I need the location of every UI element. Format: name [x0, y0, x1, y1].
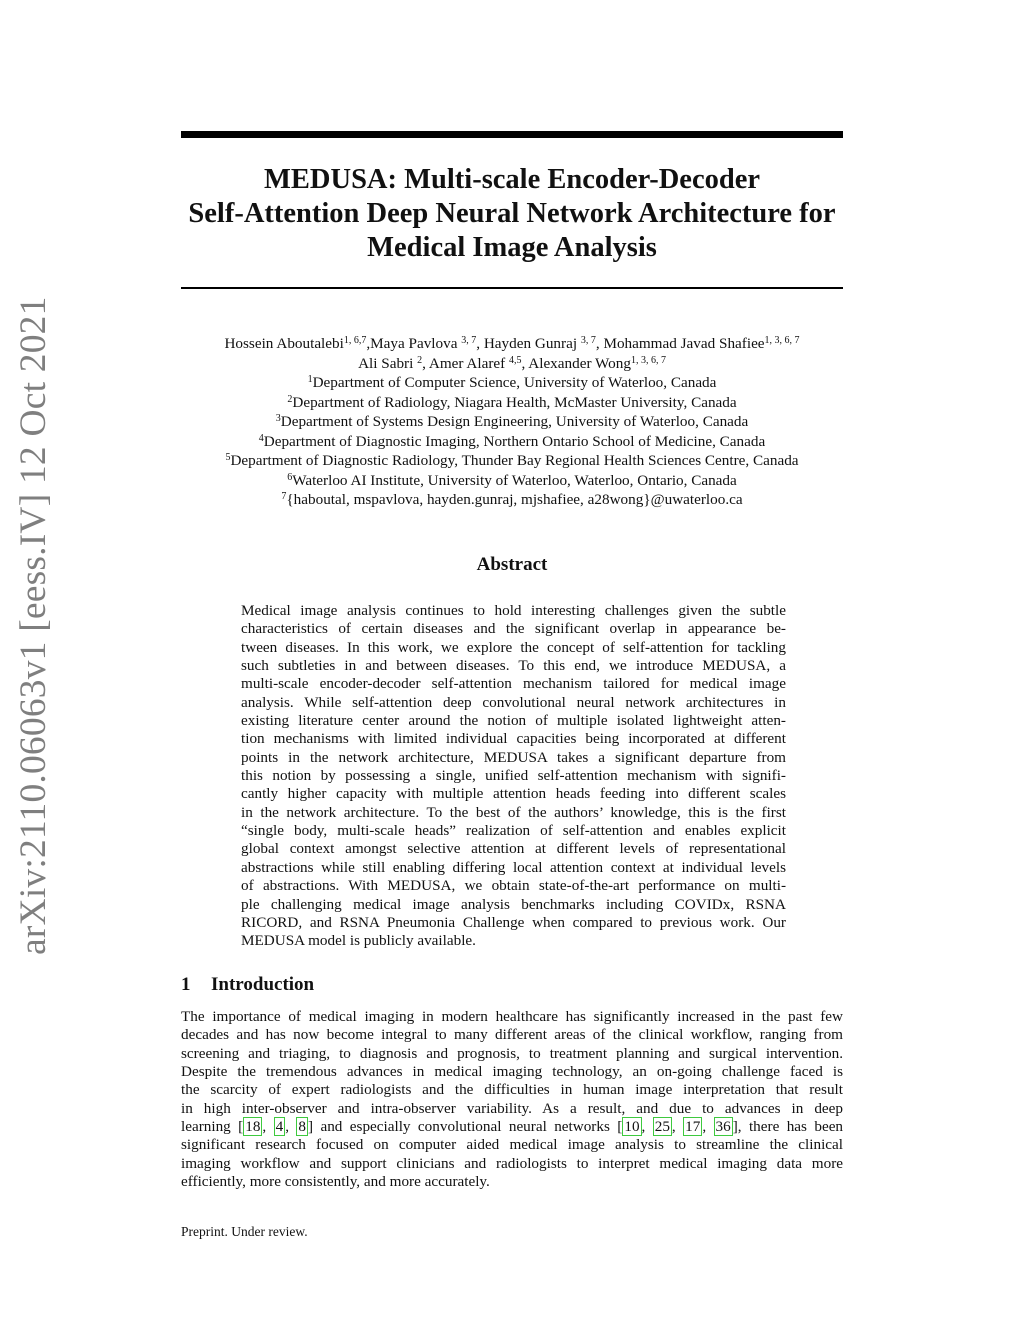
title-line: Medical Image Analysis	[367, 232, 657, 263]
affiliation	[150, 471, 874, 491]
arxiv-identifier: arXiv:2110.06063v1 [eess.IV] 12 Oct 2021	[13, 296, 54, 955]
citation-separator: ,	[285, 1118, 297, 1136]
author-affil-marks: 1, 6,7	[343, 335, 367, 346]
affiliation-text: Department of Radiology, Niagara Health, McMaster University, Canada	[292, 393, 737, 411]
author-affil-marks: 3, 7	[461, 335, 477, 346]
affiliation-email	[150, 490, 874, 510]
affiliation-number: 4	[258, 432, 264, 444]
author-name: , Amer Alaref	[422, 354, 509, 372]
author-affil-marks: 2	[417, 354, 423, 366]
citation-separator: ,	[702, 1118, 714, 1136]
citation-separator: ,	[262, 1118, 274, 1136]
citation-separator: ,	[671, 1118, 684, 1136]
citation-separator: ,	[641, 1118, 653, 1136]
citation-link[interactable]: 36	[715, 1118, 731, 1136]
affiliation-text: Department of Diagnostic Radiology, Thunder Bay Regional Health Sciences Centre, Canada	[230, 452, 799, 469]
intro-line: the scarcity of expert radiologists and the difficulties in human image interpretation that result	[181, 1081, 843, 1099]
paper-title	[181, 163, 843, 265]
abstract-line: Medical image analysis continues to hold interesting challenges given the subtle	[241, 602, 786, 619]
introduction-body	[181, 1008, 843, 1191]
title-line: Self-Attention Deep Neural Network Architecture for	[188, 198, 836, 229]
abstract-line: global context amongst selective attention at different levels of representational	[241, 840, 786, 858]
affiliation-number: 7	[281, 491, 287, 502]
intro-line-with-citations	[181, 1118, 843, 1136]
affiliation-text: Department of Diagnostic Imaging, Northern Ontario School of Medicine, Canada	[263, 432, 766, 450]
intro-line: Despite the tremendous advances in medical imaging technology, an on-going challenge faced is	[181, 1063, 843, 1081]
affiliation	[150, 451, 874, 471]
affiliation	[150, 432, 874, 452]
author-affil-marks: 3, 7	[580, 335, 596, 346]
abstract-line: in the network architecture. To the best of the authors’ knowledge, this is the first	[241, 803, 786, 821]
abstract-line: points in the network architecture, MEDUSA takes a significant departure from	[241, 748, 786, 766]
author-name: Hossein Aboutalebi	[224, 335, 344, 352]
abstract-line: ple challenging medical image analysis benchmarks including COVIDx, RSNA	[241, 895, 786, 913]
abstract-line: tween diseases. In this work, we explore the concept of self-attention for tackling	[241, 638, 786, 656]
citation-link[interactable]: 17	[685, 1118, 701, 1136]
intro-line: imaging workflow and support clinicians and radiologists to interpret medical imaging data more	[181, 1154, 843, 1172]
author-name: , Alexander Wong	[521, 354, 631, 372]
abstract-line: RICORD, and RSNA Pneumonia Challenge when compared to previous work. Our	[241, 913, 786, 931]
affiliation-number: 2	[287, 393, 293, 405]
author-name: ,Maya Pavlova	[366, 335, 462, 352]
intro-line: screening and triaging, to diagnosis and prognosis, to treatment planning and surgical intervention.	[181, 1044, 843, 1062]
abstract-line: existing literature center around the notion of multiple isolated lightweight atten-	[241, 712, 786, 730]
intro-line: efficiently, more consistently, and more accurately.	[181, 1173, 490, 1191]
intro-text: ] and especially convolutional neural networks [	[308, 1118, 623, 1136]
affiliation-text: Department of Systems Design Engineering, University of Waterloo, Canada	[280, 413, 749, 430]
abstract-line: multi-scale encoder-decoder self-attention mechanism tailored for medical image	[241, 675, 786, 693]
abstract-line: abstractions while still enabling differing local attention context at individual levels	[241, 858, 786, 876]
section-title: Introduction	[211, 974, 315, 995]
section-heading	[181, 974, 314, 996]
title-top-rule	[181, 131, 843, 138]
author-name: , Hayden Gunraj	[476, 335, 581, 352]
intro-line: The importance of medical imaging in modern healthcare has significantly increased in the past few	[181, 1008, 843, 1025]
title-line: MEDUSA: Multi-scale Encoder-Decoder	[264, 164, 760, 195]
affiliation-text: Waterloo AI Institute, University of Waterloo, Waterloo, Ontario, Canada	[292, 471, 737, 489]
abstract-line: this notion by possessing a single, unified self-attention mechanism with signifi-	[241, 767, 786, 785]
abstract-line: analysis. While self-attention deep convolutional neural network architectures in	[241, 693, 786, 711]
affiliation	[150, 373, 874, 393]
abstract-line: MEDUSA model is publicly available.	[241, 932, 476, 950]
author-line	[150, 334, 874, 354]
author-name: Ali Sabri	[358, 354, 418, 372]
affiliation-number: 5	[225, 452, 231, 463]
citation-link[interactable]: 18	[245, 1118, 261, 1136]
affiliation	[150, 393, 874, 413]
abstract-line: characteristics of certain diseases and the significant overlap in appearance be-	[241, 620, 786, 638]
citation-link[interactable]: 25	[654, 1118, 670, 1136]
affiliation-number: 1	[307, 374, 313, 385]
abstract-body	[241, 602, 786, 951]
author-affil-marks: 4,5	[509, 354, 522, 366]
citation-link[interactable]: 10	[624, 1118, 640, 1136]
abstract-line: of abstractions. With MEDUSA, we obtain state-of-the-art performance on multi-	[241, 877, 786, 895]
author-affil-marks: 1, 3, 6, 7	[630, 354, 666, 366]
citation-link[interactable]: 8	[298, 1118, 307, 1136]
title-bottom-rule	[181, 287, 843, 289]
intro-line: decades and has now become integral to many different areas of the clinical workflow, ranging from	[181, 1026, 843, 1044]
author-affil-marks: 1, 3, 6, 7	[764, 335, 800, 346]
author-block	[150, 334, 874, 510]
intro-text: ], there has been	[732, 1118, 844, 1136]
abstract-line: “single body, multi-scale heads” realization of self-attention and enables explicit	[241, 822, 786, 840]
citation-link[interactable]: 4	[275, 1118, 284, 1136]
affiliation	[150, 412, 874, 432]
affiliation-text: {haboutal, mspavlova, hayden.gunraj, mjshafiee, a28wong}@uwaterloo.ca	[286, 491, 743, 508]
author-line	[150, 354, 874, 374]
affiliation-text: Department of Computer Science, University of Waterloo, Canada	[312, 374, 717, 391]
affiliation-number: 6	[287, 471, 293, 483]
author-name: , Mohammad Javad Shafiee	[595, 335, 765, 352]
intro-line: in high inter-observer and intra-observer variability. As a result, and due to advances in deep	[181, 1099, 843, 1117]
affiliation-number: 3	[275, 413, 281, 424]
abstract-line: such subtleties in and between diseases. To this end, we introduce MEDUSA, a	[241, 657, 786, 675]
section-number: 1	[181, 974, 191, 995]
intro-line: significant research focused on computer aided medical image analysis to streamline the clinical	[181, 1136, 843, 1154]
abstract-line: cantly higher capacity with multiple attention heads feeding into different scales	[241, 785, 786, 803]
abstract-heading: Abstract	[476, 554, 548, 575]
intro-text: learning [	[181, 1118, 244, 1136]
abstract-line: tion mechanisms with limited individual capacities being incorporated at different	[241, 730, 786, 748]
footer-note: Preprint. Under review.	[181, 1224, 308, 1239]
